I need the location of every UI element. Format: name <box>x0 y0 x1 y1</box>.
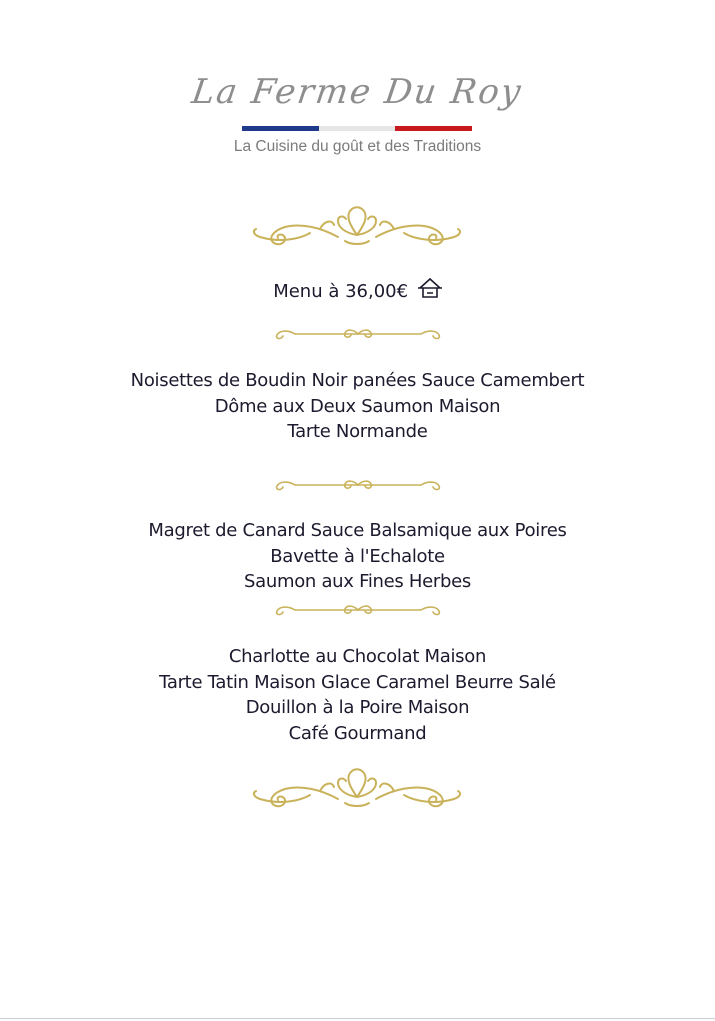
dish-item: Charlotte au Chocolat Maison <box>228 646 487 667</box>
flag-white <box>319 126 395 131</box>
dish-item: Café Gourmand <box>288 722 427 744</box>
dish-item: Dôme aux Deux Saumon Maison <box>214 395 501 417</box>
dish-item: Bavette à l'Echalote <box>270 545 445 567</box>
large-ornament-bottom <box>0 765 715 815</box>
course-desserts <box>0 644 715 746</box>
divider-ornament-2 <box>0 477 715 496</box>
divider-flourish-icon <box>273 478 443 492</box>
home-outline-icon <box>418 277 442 304</box>
dish-item: Tarte Tatin Maison Glace Caramel Beurre Salé <box>159 671 556 693</box>
french-flag-stripe <box>242 126 472 131</box>
flourish-ornament-icon <box>250 203 465 249</box>
course-mains <box>0 518 715 595</box>
dish-item: Magret de Canard Sauce Balsamique aux Poires <box>148 520 567 541</box>
course-starters <box>0 368 715 445</box>
divider-flourish-icon <box>273 327 443 341</box>
dish-item: Tarte Normande <box>287 421 428 442</box>
logo-name: La Ferme Du Roy <box>189 72 526 112</box>
divider-ornament-1 <box>0 326 715 345</box>
menu-title <box>0 277 715 304</box>
dish-item: Douillon à la Poire Maison <box>245 697 470 718</box>
restaurant-logo <box>0 72 715 112</box>
flag-blue <box>242 126 319 131</box>
flourish-ornament-icon <box>250 765 465 811</box>
dish-item: Noisettes de Boudin Noir panées Sauce Camembert <box>130 370 585 391</box>
logo-tagline: La Cuisine du goût et des Traditions <box>233 138 482 155</box>
large-ornament-top <box>0 203 715 253</box>
dish-item: Saumon aux Fines Herbes <box>244 571 471 592</box>
divider-flourish-icon <box>273 603 443 617</box>
flag-red <box>395 126 472 131</box>
divider-ornament-3 <box>0 602 715 621</box>
menu-title-text: Menu à 36,00€ <box>273 281 409 302</box>
page-edge <box>0 1018 715 1019</box>
